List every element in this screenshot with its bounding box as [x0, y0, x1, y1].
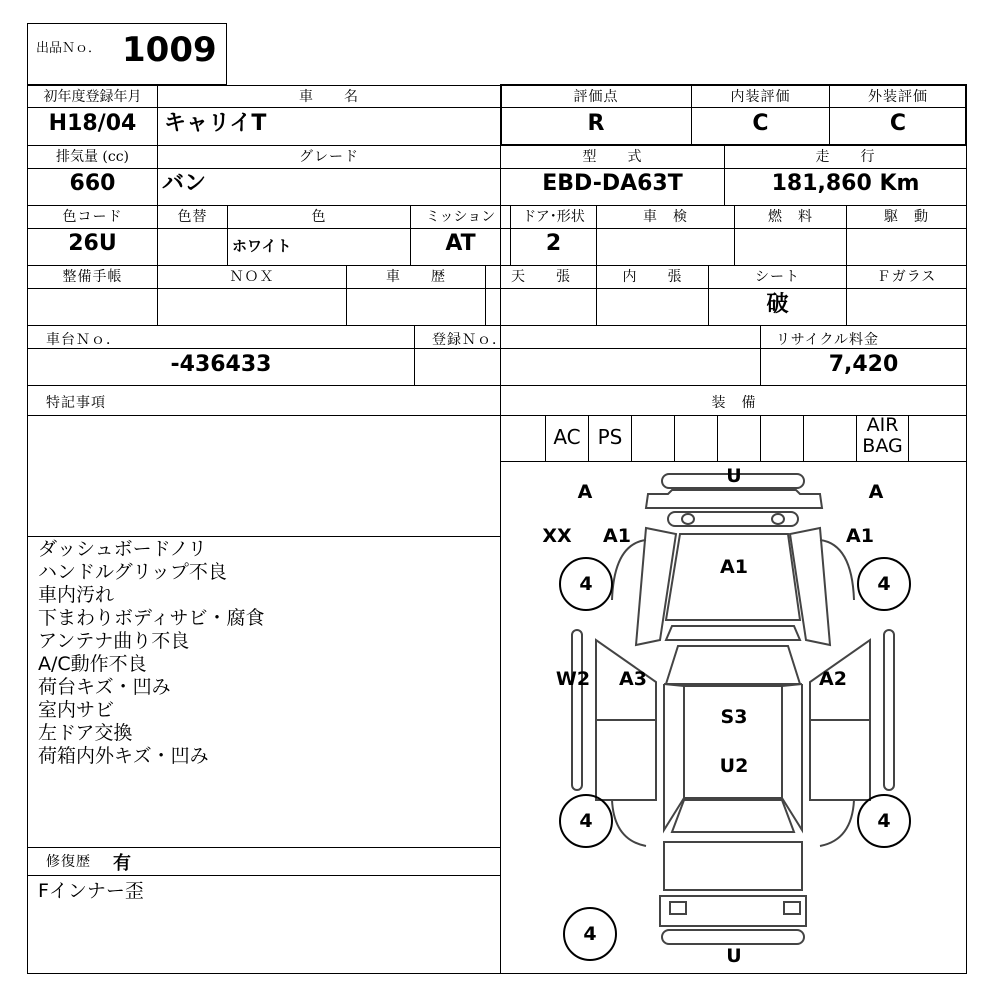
interior-grade-value: C: [752, 111, 769, 136]
mark-rear-bottom: U: [726, 945, 742, 967]
mark-fr-corner: A: [868, 481, 884, 503]
equipment-label: 装 備: [711, 395, 757, 411]
mark-left-front-a1: A1: [603, 525, 631, 547]
equipment-ps: PS: [597, 425, 623, 449]
repair-history-value: 有: [113, 853, 131, 874]
note-item: 下まわりボディサビ・腐食: [38, 607, 265, 629]
equipment-airbag: AIR BAG: [862, 414, 903, 457]
mark-left-front-xx: XX: [542, 525, 572, 547]
recycle-fee-value: 7,420: [828, 352, 899, 377]
exterior-grade-label: 外装評価: [868, 89, 928, 105]
lot-label: 出品Ｎｏ．: [36, 41, 102, 56]
transmission-value: AT: [445, 231, 476, 256]
notes-label: 特記事項: [46, 395, 106, 411]
color-value: ホワイト: [232, 237, 292, 255]
recolor-label: 色替: [177, 209, 208, 225]
note-item: A/C動作不良: [38, 653, 147, 675]
mark-left-a3: A3: [619, 668, 647, 690]
interior-grade-label: 内装評価: [730, 89, 791, 105]
seat-value: 破: [766, 292, 789, 317]
score-label: 評価点: [573, 89, 619, 105]
inspection-label: 車 検: [643, 209, 688, 225]
maintenance-record-label: 整備手帳: [62, 269, 123, 285]
first-registration-value: H18/04: [48, 111, 137, 136]
grade-label: グレード: [299, 149, 359, 165]
color-code-value: 26U: [68, 231, 117, 256]
exterior-grade-value: C: [889, 111, 907, 136]
lot-number: 1009: [122, 30, 217, 70]
note-item: 室内サビ: [38, 699, 115, 721]
car-name-value: キャリイT: [164, 111, 267, 136]
equipment-ac: AC: [553, 425, 581, 449]
mark-right-front-a1: A1: [846, 525, 874, 547]
door-label: ドア･形状: [522, 209, 585, 225]
mark-front-top: U: [726, 465, 742, 487]
interior-trim-label: 内 張: [622, 269, 683, 285]
color-code-label: 色コード: [62, 209, 123, 225]
drive-label: 駆 動: [884, 209, 929, 225]
door-value: 2: [545, 231, 562, 256]
note-item: アンテナ曲り不良: [38, 630, 190, 652]
color-label: 色: [311, 209, 327, 225]
displacement-label: 排気量 (cc): [55, 149, 130, 165]
first-registration-label: 初年度登録年月: [43, 89, 142, 105]
mark-windshield: A1: [720, 556, 748, 578]
repair-detail: Fインナー歪: [38, 880, 144, 902]
displacement-value: 660: [69, 171, 116, 196]
mileage-label: 走 行: [815, 149, 876, 165]
transmission-label: ミッション: [425, 209, 496, 225]
recycle-fee-label: リサイクル料金: [776, 332, 880, 348]
model-code-value: EBD-DA63T: [542, 171, 683, 196]
repair-history-label: 修復歴: [46, 854, 91, 870]
note-item: 車内汚れ: [38, 584, 115, 606]
tire-front-left: 4: [559, 557, 613, 611]
note-item: 荷台キズ・凹み: [38, 676, 171, 698]
note-item: 荷箱内外キズ・凹み: [38, 745, 209, 767]
mark-fl-corner: A: [577, 481, 593, 503]
note-item: ダッシュボードノリ: [38, 538, 207, 560]
mark-cabin-u2: U2: [719, 755, 749, 777]
model-code-label: 型 式: [582, 149, 643, 165]
vehicle-history-label: 車 歴: [386, 269, 446, 285]
nox-label: ＮＯＸ: [229, 269, 275, 285]
score-value: R: [587, 111, 605, 136]
fuel-label: 燃 料: [768, 209, 813, 225]
front-glass-label: Ｆガラス: [876, 269, 937, 285]
spare-tire: 4: [563, 907, 617, 961]
chassis-number-label: 車台Ｎｏ．: [46, 332, 121, 348]
seat-label: シート: [755, 269, 800, 285]
chassis-number-value: -436433: [170, 352, 272, 377]
note-item: 左ドア交換: [38, 722, 133, 744]
car-name-label: 車 名: [299, 89, 359, 105]
mark-cabin-s3: S3: [720, 706, 748, 728]
tire-front-right: 4: [857, 557, 911, 611]
mark-left-w2: W2: [555, 668, 591, 690]
headliner-label: 天 張: [511, 269, 571, 285]
notes-list: [38, 538, 264, 768]
tire-rear-left: 4: [559, 794, 613, 848]
registration-number-label: 登録Ｎｏ．: [432, 332, 507, 348]
mileage-value: 181,860 Km: [771, 171, 920, 196]
tire-rear-right: 4: [857, 794, 911, 848]
note-item: ハンドルグリップ不良: [38, 561, 227, 583]
mark-right-a2: A2: [819, 668, 847, 690]
grade-value: バン: [162, 171, 207, 196]
